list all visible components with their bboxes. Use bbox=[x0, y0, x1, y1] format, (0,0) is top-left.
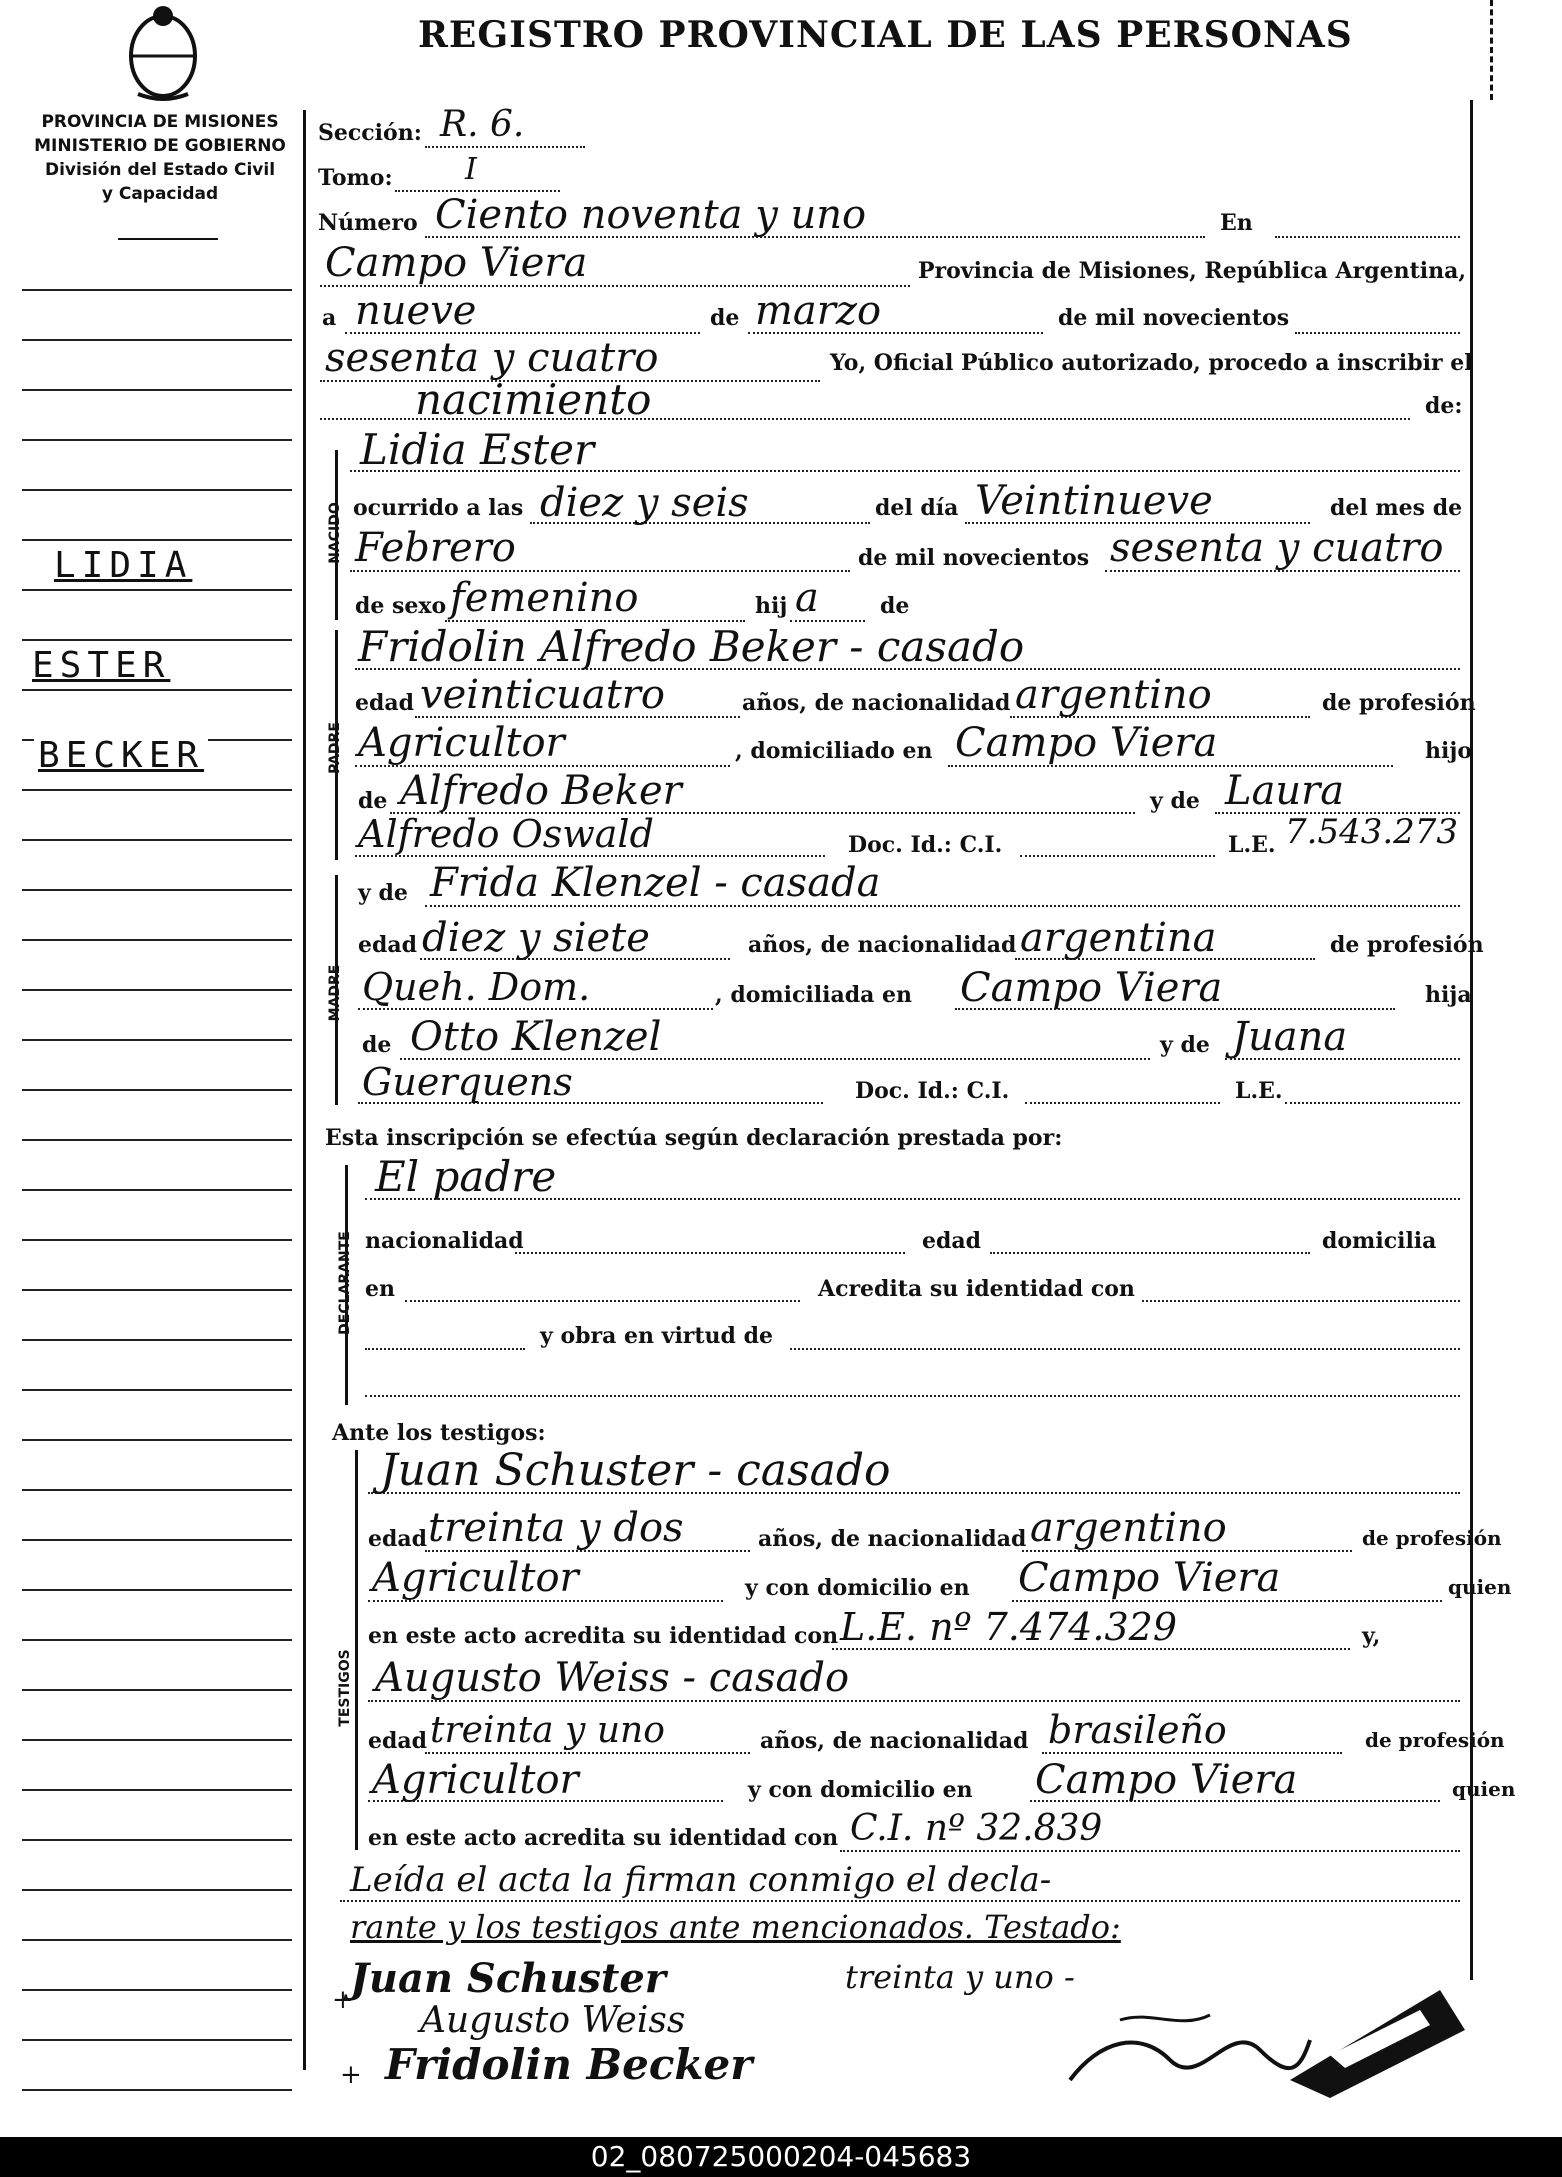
obra-pre-line bbox=[365, 1348, 525, 1350]
abuela-y-de-label: y de bbox=[1150, 788, 1200, 814]
sexo-value: femenino bbox=[450, 575, 639, 621]
hij-value: a bbox=[795, 575, 819, 621]
acredita-label: Acredita su identidad con bbox=[818, 1276, 1135, 1302]
dia-nac-value: Veintinueve bbox=[975, 478, 1213, 524]
issuer-province: PROVINCIA DE MISIONES bbox=[41, 112, 279, 132]
madre-anos-label: años, de nacionalidad bbox=[748, 932, 1017, 958]
abuelo-m-value: Otto Klenzel bbox=[410, 1014, 662, 1060]
document-title: REGISTRO PROVINCIAL DE LAS PERSONAS bbox=[418, 14, 1353, 56]
padre-nac-value: argentino bbox=[1015, 672, 1212, 718]
acredita-line bbox=[1142, 1300, 1460, 1302]
abuelo-m-de-label: de bbox=[362, 1032, 392, 1058]
issuer-division: División del Estado Civil bbox=[44, 160, 276, 180]
padre-le-label: L.E. bbox=[1228, 832, 1276, 858]
t1-profesion-label: de profesión bbox=[1362, 1526, 1502, 1550]
t2-quien-label: quien bbox=[1452, 1777, 1516, 1801]
acto-de-label: de: bbox=[1425, 393, 1463, 419]
t1-edad-value: treinta y dos bbox=[428, 1505, 684, 1551]
fecha-a-label: a bbox=[322, 305, 337, 331]
t2-acredita-label: en este acto acredita su identidad con bbox=[368, 1825, 839, 1851]
abuelo-de-label: de bbox=[358, 788, 388, 814]
provincia-label: Provincia de Misiones, República Argentina, bbox=[918, 258, 1467, 284]
t2-anos-label: años, de nacionalidad bbox=[760, 1728, 1029, 1754]
padre-domicilio-label: , domiciliado en bbox=[735, 738, 933, 764]
margin-name-second: ESTER bbox=[28, 645, 174, 686]
del-mes-label: del mes de bbox=[1330, 495, 1463, 521]
hij-label: hij bbox=[755, 593, 788, 619]
madre-dom-value: Campo Viera bbox=[960, 965, 1223, 1011]
declarante-domicilia-label: domicilia bbox=[1322, 1228, 1437, 1254]
padre-edad-label: edad bbox=[355, 690, 415, 716]
left-frame-line bbox=[303, 110, 306, 2070]
obra-line bbox=[790, 1348, 1460, 1350]
fecha-de-label: de bbox=[710, 305, 740, 331]
cross-mark-2: + bbox=[340, 2060, 362, 2090]
mil-novecientos-label: de mil novecientos bbox=[1058, 305, 1290, 331]
cierre3-value: treinta y uno - bbox=[845, 1958, 1075, 1996]
section-label-testigos: TESTIGOS bbox=[337, 1649, 353, 1727]
t2-dom-value: Campo Viera bbox=[1035, 1757, 1298, 1803]
y-obra-label: y obra en virtud de bbox=[540, 1323, 773, 1349]
t2-edad-label: edad bbox=[368, 1728, 428, 1754]
declarante-en-label: en bbox=[365, 1276, 395, 1302]
del-dia-label: del día bbox=[875, 495, 959, 521]
cross-mark-1: + bbox=[332, 1985, 354, 2015]
issuer-block bbox=[20, 110, 300, 206]
padre-anos-label: años, de nacionalidad bbox=[742, 690, 1011, 716]
mes-nac-value: Febrero bbox=[355, 525, 516, 571]
signature-testigo2: Augusto Weiss bbox=[420, 2000, 686, 2041]
t2-profesion-label: de profesión bbox=[1365, 1728, 1505, 1752]
padre-dom-value: Campo Viera bbox=[955, 720, 1218, 766]
right-frame-line bbox=[1470, 100, 1473, 1980]
hora-value: diez y seis bbox=[540, 480, 749, 526]
abuela-m2-value: Guerquens bbox=[362, 1060, 573, 1104]
madre-value: Frida Klenzel - casada bbox=[430, 860, 881, 906]
issuer-ministry: MINISTERIO DE GOBIERNO bbox=[34, 136, 286, 156]
declarante-extra-line bbox=[365, 1395, 1460, 1397]
t2-nac-line bbox=[1042, 1752, 1342, 1754]
anio-value: sesenta y cuatro bbox=[325, 335, 659, 381]
ocurrido-label: ocurrido a las bbox=[353, 495, 524, 521]
testigo2-value: Augusto Weiss - casado bbox=[375, 1655, 850, 1701]
declarante-nacionalidad-label: nacionalidad bbox=[365, 1228, 524, 1254]
t1-nac-value: argentino bbox=[1030, 1505, 1227, 1551]
t1-domicilio-label: y con domicilio en bbox=[745, 1575, 970, 1601]
sexo-de-label: de bbox=[880, 593, 910, 619]
anio-nac-value: sesenta y cuatro bbox=[1110, 525, 1444, 571]
padre-edad-value: veinticuatro bbox=[420, 672, 665, 718]
t2-edad-value: treinta y uno bbox=[430, 1710, 665, 1751]
padre-profesion-label: de profesión bbox=[1322, 690, 1476, 716]
abuela-value: Laura bbox=[1225, 768, 1345, 814]
madre-profesion-label: de profesión bbox=[1330, 932, 1484, 958]
lugar-value: Campo Viera bbox=[325, 240, 588, 286]
acto-value: nacimiento bbox=[415, 375, 652, 424]
declarante-value: El padre bbox=[375, 1152, 557, 1201]
oficial-label: Yo, Oficial Público autorizado, procedo a inscribir el bbox=[830, 350, 1473, 376]
tomo-value: I bbox=[465, 152, 477, 187]
t1-edad-label: edad bbox=[368, 1526, 428, 1552]
declarante-nac-line bbox=[515, 1252, 905, 1254]
document-id-footer: 02_080725000204-045683 bbox=[0, 2137, 1562, 2177]
t2-edad-line bbox=[425, 1752, 750, 1754]
official-stamp bbox=[1270, 1970, 1470, 2100]
t1-anos-label: años, de nacionalidad bbox=[758, 1526, 1027, 1552]
madre-edad-value: diez y siete bbox=[422, 915, 650, 961]
section-label-madre: MADRE bbox=[327, 964, 343, 1022]
issuer-capacity: y Capacidad bbox=[101, 184, 219, 204]
abuelo-value: Alfredo Beker bbox=[400, 768, 682, 814]
padre-le-value: 7.543.273 bbox=[1285, 812, 1459, 852]
madre-edad-label: edad bbox=[358, 932, 418, 958]
sexo-label: de sexo bbox=[355, 593, 447, 619]
cierre1-line bbox=[340, 1900, 1460, 1902]
signature-testigo1: Juan Schuster bbox=[350, 1955, 666, 2002]
testigos-bracket bbox=[355, 1450, 358, 1850]
en-label: En bbox=[1220, 210, 1253, 236]
t2-doc-value: C.I. nº 32.839 bbox=[850, 1808, 1103, 1849]
coat-of-arms-seal bbox=[118, 4, 208, 104]
abuela2-value: Alfredo Oswald bbox=[358, 812, 654, 856]
padre-value: Fridolin Alfredo Beker - casado bbox=[358, 622, 1025, 671]
declarante-edad-label: edad bbox=[922, 1228, 982, 1254]
esta-inscripcion-label: Esta inscripción se efectúa según declaración prestada por: bbox=[325, 1125, 1063, 1151]
en-line bbox=[1275, 236, 1460, 238]
abuela-m-value: Juana bbox=[1232, 1014, 1348, 1060]
dia-value: nueve bbox=[355, 288, 477, 334]
section-label-nacido: NACIDO bbox=[327, 502, 343, 564]
t1-doc-value: L.E. nº 7.474.329 bbox=[840, 1605, 1178, 1649]
madre-prof-value: Queh. Dom. bbox=[362, 965, 591, 1009]
cierre1-value: Leída el acta la firman conmigo el decla- bbox=[350, 1860, 1052, 1900]
t2-domicilio-label: y con domicilio en bbox=[748, 1777, 973, 1803]
t2-prof-value: Agricultor bbox=[372, 1757, 579, 1803]
margin-name-surname: BECKER bbox=[34, 735, 208, 776]
madre-domicilio-label: , domiciliada en bbox=[715, 982, 913, 1008]
nombre-value: Lidia Ester bbox=[360, 425, 595, 474]
declarante-edad-line bbox=[990, 1252, 1310, 1254]
madre-doc-label: Doc. Id.: C.I. bbox=[855, 1078, 1010, 1104]
cierre2-value: rante y los testigos ante mencionados. Testado: bbox=[350, 1908, 1121, 1946]
seccion-value: R. 6. bbox=[440, 104, 525, 145]
t1-prof-value: Agricultor bbox=[372, 1555, 579, 1601]
declarante-en-line bbox=[405, 1300, 800, 1302]
section-label-padre: PADRE bbox=[327, 722, 343, 774]
signature-declarante: Fridolin Becker bbox=[385, 2040, 753, 2089]
madre-nac-value: argentina bbox=[1020, 915, 1217, 961]
margin-name-first: LIDIA bbox=[50, 545, 196, 586]
seccion-line bbox=[425, 146, 585, 148]
t1-dom-value: Campo Viera bbox=[1018, 1555, 1281, 1601]
padre-doc-line bbox=[1020, 855, 1215, 857]
madre-doc-line bbox=[1025, 1102, 1220, 1104]
mes-value: marzo bbox=[755, 288, 882, 334]
t2-nac-value: brasileño bbox=[1048, 1708, 1227, 1752]
hijo-label: hijo bbox=[1425, 738, 1472, 764]
hija-label: hija bbox=[1425, 982, 1472, 1008]
t1-y-label: y, bbox=[1362, 1623, 1381, 1649]
testigo1-value: Juan Schuster - casado bbox=[380, 1445, 891, 1496]
abuela-m-y-de-label: y de bbox=[1160, 1032, 1210, 1058]
seccion-label: Sección: bbox=[318, 120, 422, 146]
de-mil-nov-label: de mil novecientos bbox=[858, 545, 1090, 571]
padre-prof-value: Agricultor bbox=[358, 720, 565, 766]
tomo-label: Tomo: bbox=[318, 165, 393, 191]
issuer-underline bbox=[118, 238, 218, 240]
madre-y-de-label: y de bbox=[358, 880, 408, 906]
t1-acredita-label: en este acto acredita su identidad con bbox=[368, 1623, 839, 1649]
numero-label: Número bbox=[318, 210, 418, 236]
right-edge-mark bbox=[1490, 0, 1493, 100]
ante-testigos-label: Ante los testigos: bbox=[332, 1420, 546, 1446]
padre-doc-label: Doc. Id.: C.I. bbox=[848, 832, 1003, 858]
madre-le-line bbox=[1285, 1102, 1460, 1104]
numero-value: Ciento noventa y uno bbox=[435, 192, 867, 238]
t1-quien-label: quien bbox=[1448, 1575, 1512, 1599]
madre-le-label: L.E. bbox=[1235, 1078, 1283, 1104]
anio-extra-line bbox=[1295, 332, 1460, 334]
t2-doc-line bbox=[840, 1850, 1460, 1852]
section-label-declarante: DECLARANTE bbox=[337, 1231, 353, 1335]
